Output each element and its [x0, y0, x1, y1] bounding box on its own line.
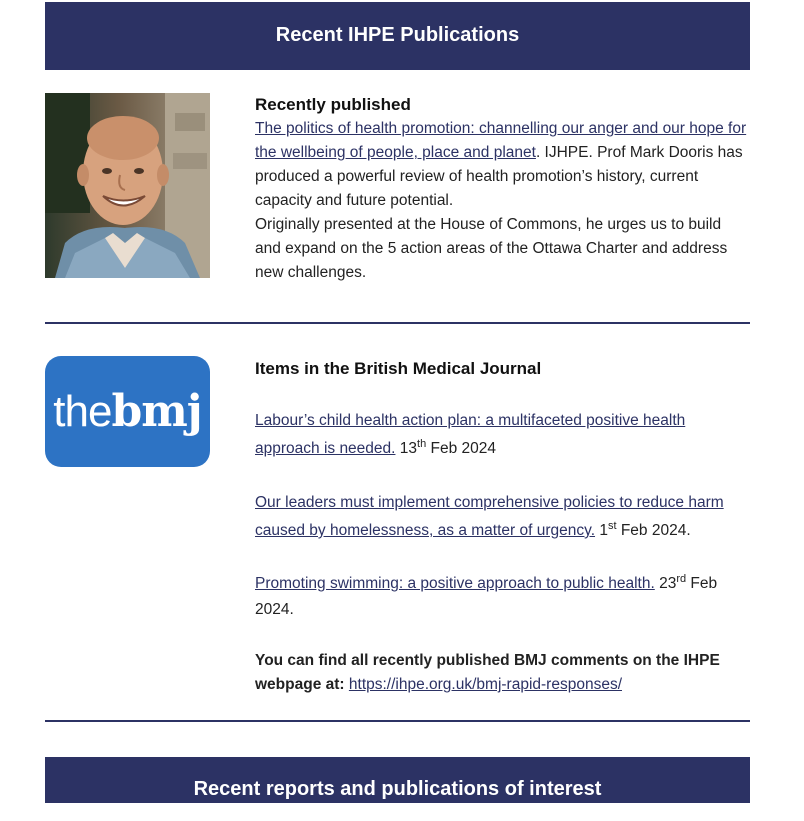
bmj-item — [255, 571, 750, 623]
publication-description — [255, 117, 750, 213]
divider — [45, 322, 750, 324]
bmj-item-date: Feb 2024. — [255, 575, 718, 618]
bmj-item-suffix: rd — [676, 572, 687, 585]
note-text: You can find all recently published BMJ comments on the IHPE webpage at: — [255, 652, 720, 693]
bmj-item-day: 13 — [395, 440, 418, 457]
bmj-item — [255, 489, 750, 545]
bmj-item-link[interactable]: Our leaders must implement comprehensive policies to reduce harm caused by homelessness, as a matter of urgency. — [255, 494, 724, 539]
bmj-logo — [45, 356, 210, 467]
reports-banner — [45, 757, 750, 803]
bmj-item-suffix: th — [417, 437, 427, 450]
bmj-item-suffix: st — [607, 519, 617, 532]
divider — [45, 720, 750, 722]
bmj-item-link[interactable]: Promoting swimming: a positive approach to public health. — [255, 575, 655, 592]
recently-published-section — [255, 93, 750, 285]
bmj-webpage-link[interactable]: https://ihpe.org.uk/bmj-rapid-responses/ — [348, 676, 622, 693]
bmj-item-day: 23 — [654, 575, 677, 592]
bmj-item-date: Feb 2024 — [426, 440, 497, 457]
bmj-item — [255, 407, 750, 463]
publications-banner — [45, 2, 750, 70]
section-heading: Recently published — [255, 95, 411, 114]
author-photo — [45, 93, 210, 278]
publication-summary: . IJHPE. Prof Mark Dooris has produced a powerful review of health promotion’s history, current capacity and future potential. — [255, 144, 743, 209]
portrait-image — [45, 93, 210, 278]
section-heading: Items in the British Medical Journal — [255, 359, 542, 378]
bmj-item-day: 1 — [595, 522, 608, 539]
logo-text-the: the — [53, 387, 112, 436]
banner-title: Recent reports and publications of interest — [193, 778, 602, 800]
banner-title: Recent IHPE Publications — [275, 24, 520, 46]
bmj-items-section — [255, 356, 750, 697]
publication-context: Originally presented at the House of Commons, he urges us to build and expand on the 5 action areas of the Ottawa Charter and address new challenges. — [255, 216, 728, 281]
bmj-item-link[interactable]: Labour’s child health action plan: a multifaceted positive health approach is needed. — [255, 412, 686, 457]
bmj-item-date: Feb 2024. — [616, 522, 691, 539]
logo-text-bmj: bmj — [111, 386, 202, 437]
bmj-webpage-note — [255, 649, 750, 697]
publication-link[interactable]: The politics of health promotion: channelling our anger and our hope for the wellbeing of people, place and planet — [255, 120, 747, 161]
